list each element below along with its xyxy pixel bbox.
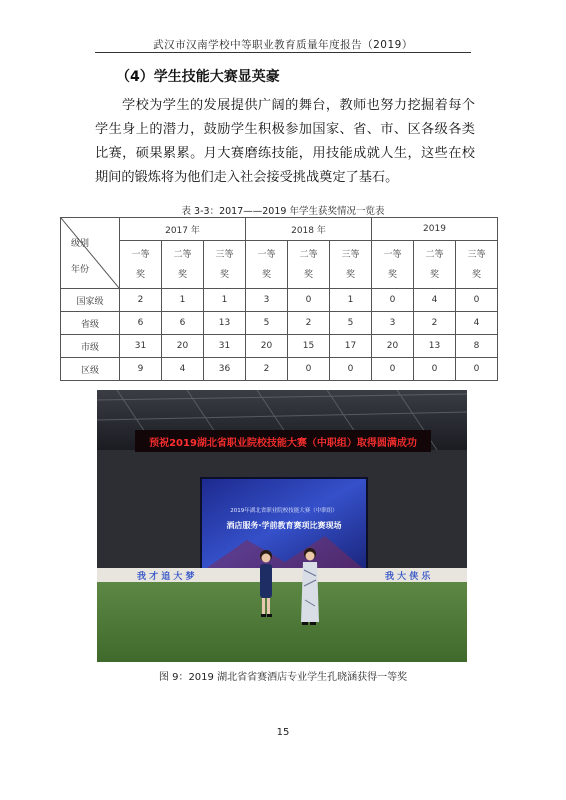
screen-line-2: 酒店服务·学前教育赛项比赛现场: [226, 521, 342, 530]
table-cell: 5: [330, 312, 372, 335]
table-cell: 6: [162, 312, 204, 335]
table-cell: 2: [246, 358, 288, 381]
wall-text-right: 我 大 侠 乐: [385, 572, 431, 582]
grade-header: 三等 奖: [330, 241, 372, 289]
table-cell: 13: [414, 335, 456, 358]
screen-line-1: 2019年湖北省职业院校技能大赛（中职组）: [230, 508, 338, 514]
table-cell: 1: [204, 289, 246, 312]
table-row: [61, 289, 498, 312]
grade-header: 二等 奖: [288, 241, 330, 289]
competition-scene: [97, 390, 467, 662]
table-cell: 20: [372, 335, 414, 358]
table-corner-header: [61, 218, 120, 289]
year-header-2017: 2017 年: [120, 218, 246, 241]
year-header-2019: 2019: [372, 218, 498, 241]
table-cell: 3: [372, 312, 414, 335]
table-cell: 0: [372, 289, 414, 312]
row-level-label: 区级: [61, 358, 120, 381]
table-cell: 4: [456, 312, 498, 335]
grade-header: 一等 奖: [246, 241, 288, 289]
header-rule: [95, 52, 471, 53]
corner-label-year: 年份: [71, 265, 90, 275]
table-cell: 0: [330, 358, 372, 381]
table-cell: 13: [204, 312, 246, 335]
table-row: [61, 358, 498, 381]
table-cell: 36: [204, 358, 246, 381]
page-number: 15: [276, 727, 290, 738]
corner-label-level: 级别: [71, 239, 90, 249]
competition-photo: [97, 390, 467, 662]
turf-field: [97, 582, 467, 662]
table-cell: 0: [288, 358, 330, 381]
table-cell: 0: [372, 358, 414, 381]
table-cell: 9: [120, 358, 162, 381]
table-cell: 31: [204, 335, 246, 358]
table-cell: 0: [288, 289, 330, 312]
led-banner-text: 预祝2019湖北省职业院校技能大赛（中职组）取得圆满成功: [149, 438, 417, 449]
table-cell: 31: [120, 335, 162, 358]
table-cell: 0: [456, 289, 498, 312]
body-paragraph: 学校为学生的发展提供广阔的舞台，教师也努力挖掘着每个学生身上的潜力，鼓励学生积极参加国家、省、市、区各级各类比赛，硕果累累。月大赛磨练技能，用技能成就人生，这些在校期间的锻炼将为他们走入社会接受挑战奠定了基石。: [95, 98, 475, 185]
table-cell: 2: [414, 312, 456, 335]
table-row: [61, 335, 498, 358]
row-level-label: 国家级: [61, 289, 120, 312]
row-level-label: 市级: [61, 335, 120, 358]
table-cell: 0: [414, 358, 456, 381]
table-cell: 4: [162, 358, 204, 381]
table-cell: 2: [288, 312, 330, 335]
table-row: [61, 312, 498, 335]
grade-header: 二等 奖: [414, 241, 456, 289]
table-cell: 5: [246, 312, 288, 335]
table-cell: 20: [246, 335, 288, 358]
grade-header: 三等 奖: [456, 241, 498, 289]
figure-caption: 图 9：2019 湖北省省赛酒店专业学生孔晓涵获得一等奖: [158, 672, 408, 683]
corner-diagonal-line: [61, 218, 119, 288]
grade-header: 一等 奖: [120, 241, 162, 289]
row-level-label: 省级: [61, 312, 120, 335]
grade-header: 三等 奖: [204, 241, 246, 289]
table-cell: 17: [330, 335, 372, 358]
table-cell: 1: [162, 289, 204, 312]
table-caption: 表 3-3：2017——2019 年学生获奖情况一览表: [181, 206, 385, 217]
table-cell: 4: [414, 289, 456, 312]
grade-header: 二等 奖: [162, 241, 204, 289]
table-cell: 20: [162, 335, 204, 358]
grade-header: 一等 奖: [372, 241, 414, 289]
table-cell: 15: [288, 335, 330, 358]
table-cell: 3: [246, 289, 288, 312]
table-cell: 2: [120, 289, 162, 312]
wall-text-left: 我 才 追 大 梦: [137, 572, 195, 582]
table-cell: 0: [456, 358, 498, 381]
section-heading: （4）学生技能大赛显英豪: [116, 69, 280, 85]
table-cell: 8: [456, 335, 498, 358]
table-cell: 1: [330, 289, 372, 312]
page-header: 武汉市汉南学校中等职业教育质量年度报告（2019）: [153, 39, 413, 51]
awards-table: [60, 217, 498, 381]
table-cell: 6: [120, 312, 162, 335]
year-header-2018: 2018 年: [246, 218, 372, 241]
